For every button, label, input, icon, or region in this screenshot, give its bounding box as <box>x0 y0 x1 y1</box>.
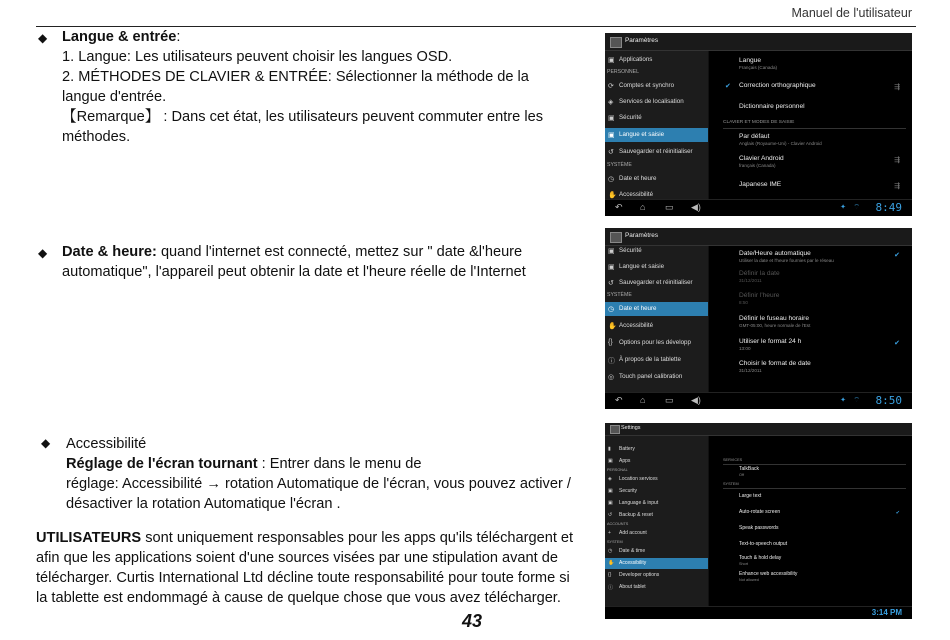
sidebar-label: Date et heure <box>619 175 657 182</box>
apps-icon: ▣ <box>608 458 613 464</box>
checkbox-checked-icon[interactable]: ✔ <box>894 252 900 259</box>
setting-sub: français (Canada) <box>739 163 776 168</box>
setting-set-time <box>739 292 892 305</box>
settings-titlebar <box>605 33 912 51</box>
sidebar-label: Date et heure <box>619 305 657 312</box>
access-sub-rest: : Entrer dans le menu de <box>257 456 422 472</box>
settings-app-icon <box>610 425 620 434</box>
section-access <box>66 434 596 514</box>
setting-24h[interactable] <box>739 338 900 351</box>
sidebar-item-location[interactable] <box>605 474 708 485</box>
setting-sub: 31/12/2011 <box>739 278 762 283</box>
setting-android-keyboard[interactable] <box>739 155 900 168</box>
section-langue <box>62 27 572 147</box>
lock-icon: ▣ <box>608 248 615 255</box>
bullet-icon: ◆ <box>38 246 48 260</box>
battery-icon: ▮ <box>608 446 611 452</box>
sidebar-item-about[interactable] <box>605 582 708 593</box>
sidebar-item-applications[interactable] <box>605 53 708 67</box>
lock-icon: ▣ <box>608 488 613 494</box>
sidebar-item-security[interactable] <box>605 111 708 125</box>
users-paragraph <box>36 528 606 608</box>
setting-sub: GMT-05:00, heure normale de l'Est <box>739 323 811 328</box>
setting-sub: Short <box>739 562 749 566</box>
sidebar-item-about[interactable] <box>605 353 708 367</box>
sidebar-item-developer[interactable] <box>605 336 708 350</box>
screenshot-accessibility <box>605 423 912 619</box>
sidebar-label: Date & time <box>619 548 646 554</box>
divider <box>723 488 906 489</box>
header-title: Manuel de l'utilisateur <box>791 6 912 20</box>
setting-main: Touch & hold delay <box>739 555 782 561</box>
sidebar-item-security[interactable] <box>605 244 708 258</box>
back-icon[interactable]: ↶ <box>615 395 623 405</box>
date-line2: automatique", l'appareil peut obtenir la date et l'heure réelle de l'Internet <box>62 264 526 280</box>
screenshot-langue <box>605 33 912 216</box>
setting-main: TalkBack <box>739 466 760 472</box>
setting-sub: Utiliser la date et l'heure fournies par le réseau <box>739 258 834 263</box>
setting-sub: 13:00 <box>739 346 751 351</box>
sidebar-label: Accessibilité <box>619 191 654 198</box>
sidebar-label: Backup & reset <box>619 512 653 518</box>
setting-main: Speak passwords <box>739 525 779 531</box>
sidebar-section: SYSTÈME <box>607 162 632 168</box>
setting-tts-output[interactable] <box>739 541 892 547</box>
setting-main: Par défaut <box>739 133 770 140</box>
setting-main: Choisir le format de date <box>739 360 811 367</box>
setting-main: Auto-rotate screen <box>739 509 781 515</box>
setting-timezone[interactable] <box>739 315 892 328</box>
sync-icon: ⟳ <box>608 83 614 90</box>
sidebar-section: SYSTÈME <box>607 292 632 298</box>
sidebar-label: Comptes et synchro <box>619 82 675 89</box>
setting-main: Utiliser le format 24 h <box>739 338 802 345</box>
sidebar-label: Sécurité <box>619 114 642 121</box>
sidebar-section: PERSONAL <box>607 468 628 472</box>
langue-line4: 【Remarque】 : Dans cet état, les utilisateurs peuvent commuter entre les <box>62 109 543 125</box>
users-bold: UTILISATEURS <box>36 530 142 546</box>
settings-sidebar <box>605 246 708 393</box>
setting-main: Japanese IME <box>739 181 782 188</box>
sidebar-label: Developer options <box>619 572 660 578</box>
sidebar-label: Services de localisation <box>619 98 684 105</box>
hand-icon: ✋ <box>608 323 617 330</box>
status-clock: 8:49 <box>875 201 902 214</box>
navigation-bar <box>605 199 912 216</box>
sidebar-label: Langue et saisie <box>619 263 665 270</box>
setting-main: Définir la date <box>739 270 780 277</box>
section-date-title: Date & heure: <box>62 244 157 260</box>
settings-slider-icon[interactable]: ⇶ <box>894 157 900 164</box>
setting-large-text[interactable] <box>739 493 892 499</box>
bullet-icon: ◆ <box>38 31 48 45</box>
setting-sub: 8:50 <box>739 300 748 305</box>
access-line2: réglage: Accessibilité → rotation Automatique de l'écran, vous pouvez activer / <box>66 476 571 492</box>
setting-language[interactable] <box>739 57 892 70</box>
langue-line5: méthodes. <box>62 129 131 145</box>
sidebar-label: Add account <box>619 530 647 536</box>
setting-main: Dictionnaire personnel <box>739 103 805 110</box>
divider <box>723 464 906 465</box>
wifi-icon: ⌔ <box>853 397 860 404</box>
keyboard-icon: ▣ <box>608 264 615 271</box>
braces-icon: {} <box>608 339 613 346</box>
backup-icon: ↺ <box>608 280 614 287</box>
sidebar-label: Security <box>619 488 638 494</box>
content-section: SYSTEM <box>723 482 739 486</box>
divider <box>723 128 906 129</box>
settings-app-icon <box>610 37 622 48</box>
sidebar-item-accessibility[interactable] <box>605 319 708 333</box>
setting-sub: 31/12/2011 <box>739 368 762 373</box>
hand-icon: ✋ <box>608 192 617 199</box>
setting-default[interactable] <box>739 133 892 146</box>
sidebar-item-date[interactable] <box>605 546 708 557</box>
sidebar-item-location[interactable] <box>605 95 708 109</box>
settings-slider-icon[interactable]: ⇶ <box>894 84 900 91</box>
apps-icon: ▣ <box>608 57 615 64</box>
date-line1: quand l'internet est connecté, mettez sur " date &l'heure <box>156 244 523 260</box>
settings-slider-icon[interactable]: ⇶ <box>894 183 900 190</box>
location-icon: ◈ <box>608 476 612 482</box>
back-icon[interactable]: ↶ <box>615 202 623 212</box>
users-line1: sont uniquement responsables pour les apps qu'ils téléchargent et <box>141 530 574 546</box>
android-icon: ✦ <box>840 397 846 404</box>
status-clock: 3:14 PM <box>871 608 902 617</box>
title-colon: : <box>176 29 181 45</box>
setting-touch-hold[interactable] <box>739 555 892 566</box>
sidebar-label: Langue et saisie <box>619 131 665 138</box>
plus-icon: + <box>608 530 611 536</box>
langue-line2: 2. MÉTHODES DE CLAVIER & ENTRÉE: Sélectionner la méthode de la <box>62 69 529 85</box>
sidebar-label: Applications <box>619 56 653 63</box>
sidebar-item-battery[interactable] <box>605 444 708 455</box>
volume-icon[interactable]: ◀) <box>691 395 701 405</box>
section-date <box>62 242 582 282</box>
setting-main: Enhance web accessibility <box>739 571 798 577</box>
setting-main: Date/Heure automatique <box>739 250 811 257</box>
sidebar-label: Sécurité <box>619 247 642 254</box>
android-icon: ✦ <box>840 204 846 211</box>
page-number: 43 <box>462 611 483 631</box>
check-icon: ✔ <box>725 83 731 90</box>
sidebar-item-language[interactable] <box>605 498 708 509</box>
volume-icon[interactable]: ◀) <box>691 202 701 212</box>
settings-content <box>709 51 912 200</box>
backup-icon: ↺ <box>608 149 614 156</box>
setting-main: Définir le fuseau horaire <box>739 315 810 322</box>
checkbox-checked-icon[interactable]: ✔ <box>894 340 900 347</box>
home-icon[interactable]: ⌂ <box>640 202 646 212</box>
sidebar-section: ACCOUNTS <box>607 522 629 526</box>
settings-sidebar <box>605 436 708 607</box>
sidebar-item-language[interactable] <box>605 128 708 142</box>
sidebar-item-date[interactable] <box>605 302 708 316</box>
info-icon: ⓘ <box>608 585 614 591</box>
sidebar-section: SYSTEM <box>607 540 623 544</box>
content-section: SERVICES <box>723 458 743 462</box>
langue-line1: 1. Langue: Les utilisateurs peuvent choisir les langues OSD. <box>62 49 453 65</box>
sidebar-label: Apps <box>619 458 631 464</box>
section-langue-title: Langue & entrée <box>62 29 177 45</box>
setting-sub: Off <box>739 473 744 477</box>
bullet-icon: ◆ <box>41 436 51 450</box>
braces-icon: {} <box>608 572 612 578</box>
setting-sub: Français (Canada) <box>739 65 778 70</box>
info-icon: ⓘ <box>608 358 615 365</box>
settings-titlebar <box>605 423 912 436</box>
recent-apps-icon[interactable]: ▭ <box>665 202 674 212</box>
sidebar-item-calibration[interactable] <box>605 370 708 384</box>
setting-enhance-web[interactable] <box>739 571 892 582</box>
hand-icon: ✋ <box>608 560 615 566</box>
sidebar-item-backup[interactable] <box>605 510 708 521</box>
navigation-bar <box>605 392 912 409</box>
sidebar-item-backup[interactable] <box>605 276 708 290</box>
setting-spellcheck[interactable] <box>725 82 900 91</box>
navigation-bar <box>605 606 912 619</box>
sidebar-item-accessibility[interactable] <box>605 558 708 569</box>
sidebar-label: About tablet <box>619 584 646 590</box>
location-icon: ◈ <box>608 99 614 106</box>
sidebar-label: Options pour les développ <box>619 339 691 346</box>
setting-sub: Anglais (Royaume-Uni) - Clavier Android <box>739 141 822 146</box>
backup-icon: ↺ <box>608 512 613 518</box>
sidebar-label: Location services <box>619 476 658 482</box>
settings-content <box>709 436 912 607</box>
setting-main: Text-to-speech output <box>739 541 788 547</box>
lock-icon: ▣ <box>608 115 615 122</box>
sidebar-label: À propos de la tablette <box>619 356 681 363</box>
setting-talkback[interactable] <box>739 466 892 477</box>
target-icon: ◎ <box>608 374 615 381</box>
setting-set-date <box>739 270 892 283</box>
recent-apps-icon[interactable]: ▭ <box>665 395 674 405</box>
users-line2: afin que les applications soient d'une sources visées par une stipulation avant de <box>36 550 559 566</box>
setting-main: Définir l'heure <box>739 292 780 299</box>
sidebar-item-security[interactable] <box>605 486 708 497</box>
settings-title: Paramètres <box>625 232 659 239</box>
sidebar-item-add-account[interactable] <box>605 528 708 539</box>
checkbox-checked-icon[interactable]: ✔ <box>895 510 900 516</box>
access-sub-bold: Réglage de l'écran tournant <box>66 456 258 472</box>
sidebar-item-backup[interactable] <box>605 145 708 159</box>
setting-auto-datetime[interactable] <box>739 250 900 263</box>
sidebar-label: Accessibilité <box>619 322 654 329</box>
setting-main: Correction orthographique <box>739 82 816 89</box>
setting-japanese-ime[interactable] <box>739 181 900 190</box>
sidebar-label: Battery <box>619 446 635 452</box>
clock-icon: ◷ <box>608 548 613 554</box>
setting-speak-passwords[interactable] <box>739 525 892 531</box>
settings-title: Settings <box>621 425 641 431</box>
home-icon[interactable]: ⌂ <box>640 395 646 405</box>
sidebar-item-language[interactable] <box>605 260 708 274</box>
keyboard-icon: ▣ <box>608 500 613 506</box>
sidebar-label: Sauvegarder et réinitialiser <box>619 148 693 155</box>
settings-content <box>709 246 912 393</box>
wifi-icon: ⌔ <box>853 204 860 211</box>
setting-auto-rotate[interactable] <box>739 509 900 516</box>
setting-sub: Not allowed <box>739 578 759 582</box>
users-line3: télécharger. Curtis International Ltd décline toute responsabilité pour toute forme si <box>36 570 570 586</box>
setting-dictionary[interactable] <box>739 103 892 110</box>
clock-icon: ◷ <box>608 306 615 313</box>
settings-sidebar <box>605 51 708 200</box>
screenshot-date <box>605 228 912 409</box>
sidebar-label: Touch panel calibration <box>619 373 683 380</box>
settings-title: Paramètres <box>625 37 659 44</box>
langue-line3: langue d'entrée. <box>62 89 167 105</box>
section-access-title: Accessibilité <box>66 436 147 452</box>
clock-icon: ◷ <box>608 176 615 183</box>
sidebar-label: Sauvegarder et réinitialiser <box>619 279 693 286</box>
setting-date-format[interactable] <box>739 360 892 373</box>
sidebar-item-accounts[interactable] <box>605 79 708 93</box>
setting-main: Clavier Android <box>739 155 784 162</box>
sidebar-label: Accessibility <box>619 560 647 566</box>
setting-main: Large text <box>739 493 762 499</box>
settings-app-icon <box>610 232 622 243</box>
sidebar-section: PERSONNEL <box>607 69 639 75</box>
sidebar-item-date[interactable] <box>605 172 708 186</box>
content-section: CLAVIER ET MODES DE SAISIE <box>723 120 795 125</box>
sidebar-label: Language & input <box>619 500 659 506</box>
keyboard-icon: ▣ <box>608 132 615 139</box>
sidebar-item-apps[interactable] <box>605 456 708 467</box>
sidebar-item-developer[interactable] <box>605 570 708 581</box>
access-line3: désactiver la rotation Automatique l'écran . <box>66 496 341 512</box>
status-clock: 8:50 <box>875 394 902 407</box>
page-header <box>36 0 916 27</box>
setting-main: Langue <box>739 57 762 64</box>
users-line4: la tablette est endommagé à cause de quelque chose que vous avez télécharger. <box>36 590 561 606</box>
